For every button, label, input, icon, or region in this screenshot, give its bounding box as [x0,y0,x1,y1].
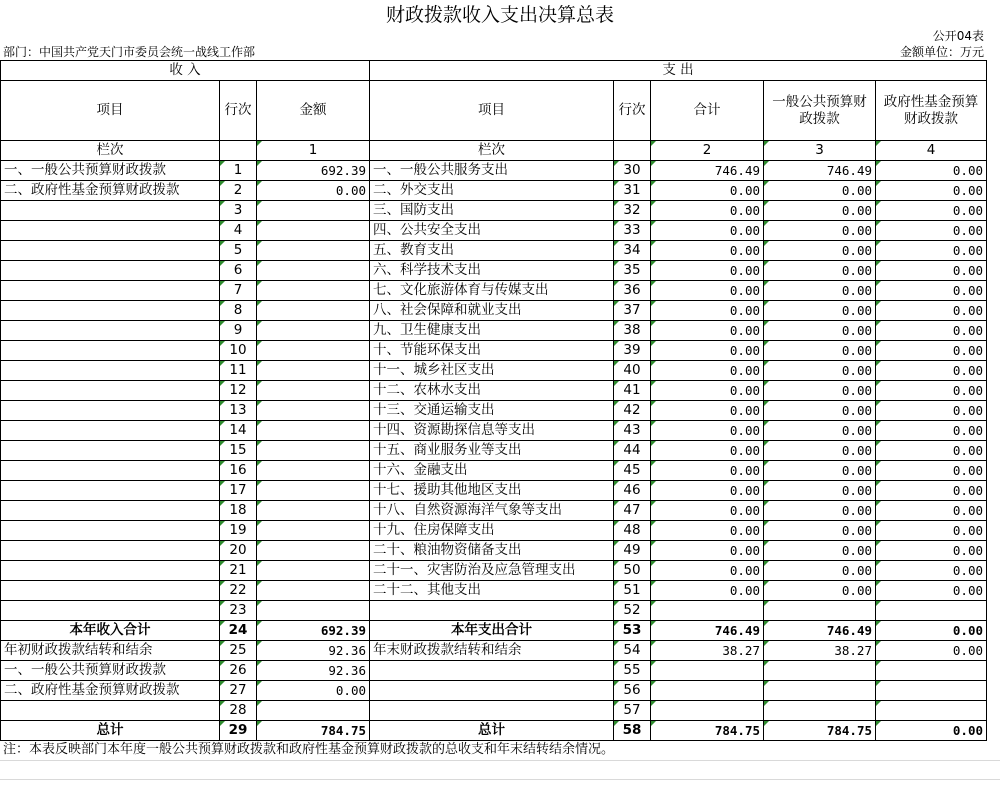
income-amount [257,341,370,361]
col-num: 3 [764,141,876,161]
income-item-cell: 总计 [1,721,220,741]
expense-row-no: 30 [614,161,651,181]
expense-gov-fund: 0.00 [876,381,987,401]
expense-gov-fund: 0.00 [876,581,987,601]
table-row [1,661,987,681]
table-row [1,541,987,561]
expense-item-cell: 二十二、其他支出 [370,581,614,601]
income-amount [257,521,370,541]
income-item-cell [1,501,220,521]
income-item-cell [1,281,220,301]
income-row-no: 22 [220,581,257,601]
expense-item-cell: 十九、住房保障支出 [370,521,614,541]
expense-general-budget: 0.00 [764,521,876,541]
expense-gov-fund: 0.00 [876,441,987,461]
income-amount [257,201,370,221]
expense-row-no: 56 [614,681,651,701]
expense-gov-fund: 0.00 [876,241,987,261]
expense-row-no: 42 [614,401,651,421]
expense-total: 0.00 [651,201,764,221]
table-row [1,201,987,221]
expense-item-cell: 二、外交支出 [370,181,614,201]
expense-row-no: 46 [614,481,651,501]
table-row [1,601,987,621]
income-row-no: 16 [220,461,257,481]
expense-total: 0.00 [651,221,764,241]
income-amount: 0.00 [257,181,370,201]
income-amount [257,281,370,301]
expense-item-header: 项目 [370,81,614,141]
column-label: 栏次 [370,141,614,161]
expense-gov-fund: 0.00 [876,421,987,441]
income-amount: 0.00 [257,681,370,701]
expense-total: 0.00 [651,281,764,301]
income-row-no: 29 [220,721,257,741]
expense-general-budget: 0.00 [764,401,876,421]
expense-item-cell: 五、教育支出 [370,241,614,261]
expense-gov-fund: 0.00 [876,461,987,481]
income-amount [257,361,370,381]
income-amount [257,541,370,561]
expense-general-budget [764,601,876,621]
expense-general-budget: 0.00 [764,341,876,361]
income-item-cell [1,481,220,501]
expense-total [651,701,764,721]
income-item-cell [1,241,220,261]
budget-summary-table [0,60,987,741]
expense-row-no: 32 [614,201,651,221]
income-amount [257,381,370,401]
income-row-no: 10 [220,341,257,361]
expense-general-budget: 0.00 [764,261,876,281]
expense-row-no: 39 [614,341,651,361]
expense-item-cell: 六、科学技术支出 [370,261,614,281]
expense-gov-fund: 0.00 [876,401,987,421]
expense-gov-fund: 0.00 [876,161,987,181]
income-group-header: 收 入 [1,61,370,81]
expense-gov-fund: 0.00 [876,361,987,381]
expense-row-no: 45 [614,461,651,481]
expense-row-no: 47 [614,501,651,521]
income-row-no: 14 [220,421,257,441]
expense-row-no: 51 [614,581,651,601]
table-row [1,561,987,581]
expense-gov-fund: 0.00 [876,201,987,221]
expense-item-cell: 十一、城乡社区支出 [370,361,614,381]
income-item-cell: 一、一般公共预算财政拨款 [1,661,220,681]
expense-item-cell: 总计 [370,721,614,741]
income-amount [257,241,370,261]
expense-total: 0.00 [651,481,764,501]
income-item-cell [1,401,220,421]
expense-total: 0.00 [651,361,764,381]
income-amount [257,501,370,521]
income-row-no: 19 [220,521,257,541]
expense-total: 0.00 [651,441,764,461]
expense-general-budget: 0.00 [764,501,876,521]
expense-general-budget: 0.00 [764,361,876,381]
income-item-cell [1,581,220,601]
expense-general-budget: 0.00 [764,581,876,601]
expense-row-no: 33 [614,221,651,241]
income-item-cell [1,521,220,541]
expense-total: 0.00 [651,521,764,541]
income-row-no: 21 [220,561,257,581]
expense-general-budget: 0.00 [764,561,876,581]
expense-total: 0.00 [651,341,764,361]
income-row-no: 23 [220,601,257,621]
expense-gov-fund [876,601,987,621]
expense-row-no: 40 [614,361,651,381]
expense-general-budget: 0.00 [764,461,876,481]
income-amount [257,221,370,241]
general-budget-header: 一般公共预算财政拨款 [764,81,876,141]
expense-total: 0.00 [651,401,764,421]
expense-row-no: 37 [614,301,651,321]
expense-item-cell: 四、公共安全支出 [370,221,614,241]
expense-total: 0.00 [651,241,764,261]
income-row-no: 1 [220,161,257,181]
expense-gov-fund: 0.00 [876,721,987,741]
income-item-cell: 本年收入合计 [1,621,220,641]
table-row [1,261,987,281]
income-row-no: 25 [220,641,257,661]
income-item-cell: 年初财政拨款结转和结余 [1,641,220,661]
expense-item-cell: 二十一、灾害防治及应急管理支出 [370,561,614,581]
expense-total: 0.00 [651,381,764,401]
expense-total: 0.00 [651,181,764,201]
income-item-cell [1,601,220,621]
expense-gov-fund: 0.00 [876,261,987,281]
department-label: 部门：中国共产党天门市委员会统一战线工作部 [3,45,256,59]
expense-total: 0.00 [651,321,764,341]
income-amount: 784.75 [257,721,370,741]
expense-row-no: 38 [614,321,651,341]
table-row [1,181,987,201]
expense-gov-fund: 0.00 [876,561,987,581]
table-row [1,401,987,421]
income-amount [257,581,370,601]
income-item-cell [1,441,220,461]
expense-gov-fund: 0.00 [876,281,987,301]
income-item-cell: 一、一般公共预算财政拨款 [1,161,220,181]
expense-row-no: 55 [614,661,651,681]
expense-general-budget: 0.00 [764,381,876,401]
income-row-no: 8 [220,301,257,321]
expense-row-no: 52 [614,601,651,621]
expense-total: 784.75 [651,721,764,741]
income-row-no: 13 [220,401,257,421]
expense-total: 0.00 [651,421,764,441]
expense-item-cell: 本年支出合计 [370,621,614,641]
expense-item-cell: 十、节能环保支出 [370,341,614,361]
expense-total: 0.00 [651,301,764,321]
expense-item-cell: 三、国防支出 [370,201,614,221]
expense-total: 38.27 [651,641,764,661]
income-amount [257,261,370,281]
expense-gov-fund [876,681,987,701]
col-num: 4 [876,141,987,161]
table-row [1,381,987,401]
expense-general-budget [764,661,876,681]
table-row [1,241,987,261]
income-item-cell [1,381,220,401]
expense-general-budget [764,681,876,701]
table-row [1,501,987,521]
income-row-no: 7 [220,281,257,301]
expense-gov-fund [876,701,987,721]
income-item-cell [1,461,220,481]
income-item-cell [1,261,220,281]
expense-general-budget: 0.00 [764,221,876,241]
expense-general-budget: 0.00 [764,181,876,201]
income-item-cell [1,541,220,561]
income-row-no: 9 [220,321,257,341]
expense-item-cell: 九、卫生健康支出 [370,321,614,341]
expense-row-no: 54 [614,641,651,661]
income-item-cell [1,421,220,441]
income-row-no: 5 [220,241,257,261]
expense-general-budget: 0.00 [764,441,876,461]
table-row [1,221,987,241]
expense-general-budget: 38.27 [764,641,876,661]
table-row [1,521,987,541]
expense-gov-fund: 0.00 [876,221,987,241]
income-item-header: 项目 [1,81,220,141]
income-row-no: 17 [220,481,257,501]
table-row [1,301,987,321]
income-amount-header: 金额 [257,81,370,141]
expense-gov-fund: 0.00 [876,641,987,661]
income-item-cell [1,301,220,321]
income-amount [257,321,370,341]
table-note: 注：本表反映部门本年度一般公共预算财政拨款和政府性基金预算财政拨款的总收支和年末结转结余情况。 [3,742,615,757]
expense-general-budget: 784.75 [764,721,876,741]
income-item-cell: 二、政府性基金预算财政拨款 [1,181,220,201]
income-amount [257,701,370,721]
expense-gov-fund: 0.00 [876,481,987,501]
income-amount [257,301,370,321]
expense-general-budget: 0.00 [764,241,876,261]
income-row-no-header: 行次 [220,81,257,141]
income-item-cell [1,361,220,381]
table-row [1,701,987,721]
expense-general-budget: 746.49 [764,161,876,181]
expense-total [651,661,764,681]
expense-row-no: 48 [614,521,651,541]
income-amount [257,441,370,461]
expense-total: 0.00 [651,501,764,521]
income-amount [257,421,370,441]
income-amount: 92.36 [257,661,370,681]
col-num: 1 [257,141,370,161]
table-row [1,341,987,361]
expense-item-cell [370,601,614,621]
expense-row-no: 41 [614,381,651,401]
expense-gov-fund: 0.00 [876,541,987,561]
income-amount [257,401,370,421]
expense-gov-fund: 0.00 [876,501,987,521]
income-amount [257,561,370,581]
expense-total: 0.00 [651,261,764,281]
table-row [1,441,987,461]
expense-row-no: 58 [614,721,651,741]
expense-gov-fund: 0.00 [876,521,987,541]
income-row-no: 2 [220,181,257,201]
income-amount: 92.36 [257,641,370,661]
expense-row-no: 44 [614,441,651,461]
expense-total-header: 合计 [651,81,764,141]
expense-row-no: 34 [614,241,651,261]
expense-general-budget: 0.00 [764,421,876,441]
table-row [1,421,987,441]
income-item-cell [1,321,220,341]
income-row-no: 4 [220,221,257,241]
income-row-no: 26 [220,661,257,681]
expense-total: 0.00 [651,541,764,561]
expense-total [651,681,764,701]
expense-row-no: 57 [614,701,651,721]
expense-row-no: 49 [614,541,651,561]
expense-gov-fund: 0.00 [876,321,987,341]
expense-gov-fund: 0.00 [876,181,987,201]
income-row-no: 11 [220,361,257,381]
expense-group-header: 支 出 [370,61,987,81]
expense-general-budget: 746.49 [764,621,876,641]
income-row-no: 6 [220,261,257,281]
table-row [1,721,987,741]
gov-fund-header: 政府性基金预算财政拨款 [876,81,987,141]
expense-general-budget: 0.00 [764,281,876,301]
table-row [1,621,987,641]
expense-general-budget [764,701,876,721]
expense-item-cell: 八、社会保障和就业支出 [370,301,614,321]
income-row-no: 27 [220,681,257,701]
income-row-no: 3 [220,201,257,221]
expense-total: 0.00 [651,581,764,601]
expense-gov-fund: 0.00 [876,301,987,321]
table-row [1,681,987,701]
expense-general-budget: 0.00 [764,321,876,341]
expense-item-cell [370,681,614,701]
col-num: 2 [651,141,764,161]
expense-item-cell: 十八、自然资源海洋气象等支出 [370,501,614,521]
expense-total: 0.00 [651,561,764,581]
expense-row-no: 53 [614,621,651,641]
expense-gov-fund: 0.00 [876,621,987,641]
expense-item-cell: 十七、援助其他地区支出 [370,481,614,501]
expense-general-budget: 0.00 [764,541,876,561]
expense-item-cell [370,701,614,721]
income-item-cell [1,701,220,721]
column-label: 栏次 [1,141,220,161]
table-row [1,641,987,661]
income-amount [257,461,370,481]
expense-item-cell: 十三、交通运输支出 [370,401,614,421]
expense-gov-fund: 0.00 [876,341,987,361]
expense-row-no: 31 [614,181,651,201]
income-amount: 692.39 [257,161,370,181]
table-row [1,581,987,601]
income-item-cell: 二、政府性基金预算财政拨款 [1,681,220,701]
expense-row-no: 50 [614,561,651,581]
expense-item-cell: 十六、金融支出 [370,461,614,481]
income-item-cell [1,221,220,241]
expense-item-cell: 十五、商业服务业等支出 [370,441,614,461]
income-amount [257,601,370,621]
expense-item-cell [370,661,614,681]
expense-total [651,601,764,621]
expense-item-cell: 七、文化旅游体育与传媒支出 [370,281,614,301]
expense-row-no: 43 [614,421,651,441]
expense-total: 746.49 [651,161,764,181]
expense-item-cell: 一、一般公共服务支出 [370,161,614,181]
income-amount: 692.39 [257,621,370,641]
income-row-no: 24 [220,621,257,641]
table-row [1,361,987,381]
income-row-no: 28 [220,701,257,721]
expense-general-budget: 0.00 [764,481,876,501]
expense-gov-fund [876,661,987,681]
income-item-cell [1,341,220,361]
table-row [1,481,987,501]
table-row [1,281,987,301]
form-code: 公开04表 [932,29,984,43]
expense-row-no-header: 行次 [614,81,651,141]
income-row-no: 12 [220,381,257,401]
page-title: 财政拨款收入支出决算总表 [385,4,614,26]
table-row [1,321,987,341]
table-row [1,161,987,181]
expense-total: 0.00 [651,461,764,481]
income-row-no: 18 [220,501,257,521]
income-row-no: 15 [220,441,257,461]
expense-row-no: 35 [614,261,651,281]
table-row [1,461,987,481]
expense-item-cell: 十四、资源勘探信息等支出 [370,421,614,441]
expense-total: 746.49 [651,621,764,641]
income-item-cell [1,561,220,581]
expense-item-cell: 二十、粮油物资储备支出 [370,541,614,561]
expense-item-cell: 十二、农林水支出 [370,381,614,401]
expense-general-budget: 0.00 [764,301,876,321]
expense-row-no: 36 [614,281,651,301]
income-amount [257,481,370,501]
unit-label: 金额单位：万元 [899,45,984,59]
expense-item-cell: 年末财政拨款结转和结余 [370,641,614,661]
income-row-no: 20 [220,541,257,561]
income-item-cell [1,201,220,221]
expense-general-budget: 0.00 [764,201,876,221]
